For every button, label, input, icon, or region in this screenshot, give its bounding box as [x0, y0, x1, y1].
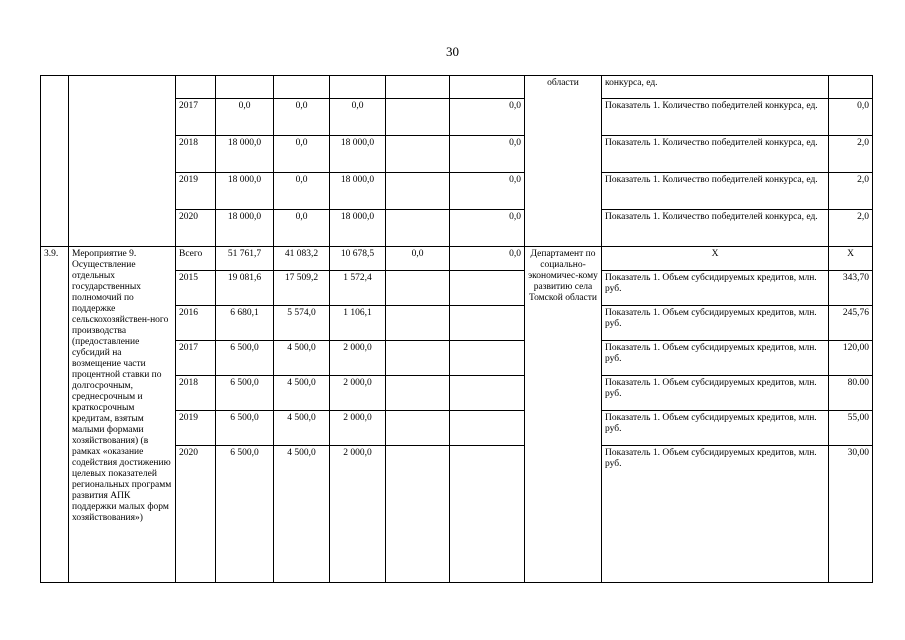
total-cell: 6 500,0: [216, 411, 274, 446]
extra-cell: [450, 376, 525, 411]
indicator-cell: Показатель 1. Количество победителей конкурса, ед.: [602, 136, 829, 173]
extra-cell: [450, 411, 525, 446]
indicator-cell: Показатель 1. Объем субсидируемых кредитов, млн. руб.: [602, 411, 829, 446]
regional-cell: 2 000,0: [330, 341, 386, 376]
indicator-cell: Показатель 1. Объем субсидируемых кредитов, млн. руб.: [602, 306, 829, 341]
local-cell: [386, 376, 450, 411]
indicator-cell: Показатель 1. Объем субсидируемых кредитов, млн. руб.: [602, 376, 829, 411]
federal-cell: 0,0: [274, 136, 330, 173]
extra-cell: [450, 341, 525, 376]
indicator-value: 2,0: [829, 173, 873, 210]
indicator-value: 245,76: [829, 306, 873, 341]
local-cell: [386, 173, 450, 210]
regional-cell: 0,0: [330, 99, 386, 136]
indicator-cell: Показатель 1. Объем субсидируемых кредитов, млн. руб.: [602, 341, 829, 376]
local-cell: [386, 411, 450, 446]
local-cell: [386, 136, 450, 173]
federal-cell: 0,0: [274, 173, 330, 210]
year-cell: 2019: [176, 411, 216, 446]
total-cell: 6 500,0: [216, 376, 274, 411]
extra-cell: 0,0: [450, 99, 525, 136]
indicator-value: 0,0: [829, 99, 873, 136]
extra-cell: [450, 446, 525, 583]
year-cell: 2019: [176, 173, 216, 210]
indicator-value: 2,0: [829, 136, 873, 173]
federal-cell: 0,0: [274, 99, 330, 136]
regional-cell: 2 000,0: [330, 376, 386, 411]
federal-cell: 4 500,0: [274, 411, 330, 446]
total-cell: 18 000,0: [216, 136, 274, 173]
indicator-cell: конкурса, ед.: [602, 76, 829, 99]
year-cell: 2018: [176, 376, 216, 411]
year-cell: 2017: [176, 99, 216, 136]
year-cell: 2020: [176, 210, 216, 247]
regional-cell: 2 000,0: [330, 446, 386, 583]
local-cell: [386, 341, 450, 376]
federal-cell: 4 500,0: [274, 376, 330, 411]
executor-cell: области: [525, 76, 602, 247]
total-cell: 19 081,6: [216, 271, 274, 306]
total-cell: 51 761,7: [216, 247, 274, 271]
local-cell: [386, 306, 450, 341]
extra-cell: 0,0: [450, 247, 525, 271]
local-cell: [386, 446, 450, 583]
local-cell: [386, 210, 450, 247]
federal-cell: 0,0: [274, 210, 330, 247]
indicator-cell: Показатель 1. Количество победителей конкурса, ед.: [602, 99, 829, 136]
federal-cell: 41 083,2: [274, 247, 330, 271]
extra-cell: 0,0: [450, 210, 525, 247]
regional-cell: 18 000,0: [330, 210, 386, 247]
regional-cell: 1 572,4: [330, 271, 386, 306]
federal-cell: 4 500,0: [274, 446, 330, 583]
regional-cell: 18 000,0: [330, 173, 386, 210]
total-cell: 6 500,0: [216, 446, 274, 583]
extra-cell: [450, 271, 525, 306]
federal-cell: 5 574,0: [274, 306, 330, 341]
indicator-cell: Показатель 1. Количество победителей конкурса, ед.: [602, 210, 829, 247]
year-cell: 2016: [176, 306, 216, 341]
indicator-cell: Показатель 1. Количество победителей конкурса, ед.: [602, 173, 829, 210]
executor-cell: Департамент по социально-экономичес-кому развитию села Томской области: [525, 247, 602, 583]
total-cell: 18 000,0: [216, 173, 274, 210]
total-cell: 6 500,0: [216, 341, 274, 376]
indicator-cell: Показатель 1. Объем субсидируемых кредитов, млн. руб.: [602, 271, 829, 306]
year-cell: 2015: [176, 271, 216, 306]
table-row: [41, 247, 873, 271]
extra-cell: [450, 306, 525, 341]
table-row: [41, 76, 873, 99]
indicator-value: 55,00: [829, 411, 873, 446]
indicator-cell: Показатель 1. Объем субсидируемых кредитов, млн. руб.: [602, 446, 829, 583]
extra-cell: 0,0: [450, 136, 525, 173]
total-cell: 6 680,1: [216, 306, 274, 341]
federal-cell: 17 509,2: [274, 271, 330, 306]
indicator-value: 343,70: [829, 271, 873, 306]
indicator-value: 80.00: [829, 376, 873, 411]
measure-name: Мероприятие 9. Осуществление отдельных государственных полномочий по поддержке сельскохозяйствен-ного производства (предоставление субсидий на возмещение части процентной ставки по долгосрочным, среднесрочным и краткосрочным кредитам, взятым малыми формами хозяйствования) (в рамках «оказание содействия достижению целевых показателей региональных программ развития АПК поддержки малых форм хозяйствования»): [69, 247, 176, 583]
year-cell: 2018: [176, 136, 216, 173]
year-cell: Всего: [176, 247, 216, 271]
year-cell: 2020: [176, 446, 216, 583]
local-cell: 0,0: [386, 247, 450, 271]
page-number: 30: [446, 44, 459, 59]
regional-cell: 10 678,5: [330, 247, 386, 271]
measure-number: 3.9.: [41, 247, 69, 583]
indicator-value: 30,00: [829, 446, 873, 583]
federal-cell: 4 500,0: [274, 341, 330, 376]
indicator-value: 2,0: [829, 210, 873, 247]
program-table: [40, 75, 873, 583]
total-cell: 18 000,0: [216, 210, 274, 247]
year-cell: 2017: [176, 341, 216, 376]
regional-cell: 1 106,1: [330, 306, 386, 341]
regional-cell: 2 000,0: [330, 411, 386, 446]
regional-cell: 18 000,0: [330, 136, 386, 173]
indicator-value: Х: [829, 247, 873, 271]
extra-cell: 0,0: [450, 173, 525, 210]
indicator-cell: Х: [602, 247, 829, 271]
local-cell: [386, 99, 450, 136]
total-cell: 0,0: [216, 99, 274, 136]
local-cell: [386, 271, 450, 306]
indicator-value: 120,00: [829, 341, 873, 376]
